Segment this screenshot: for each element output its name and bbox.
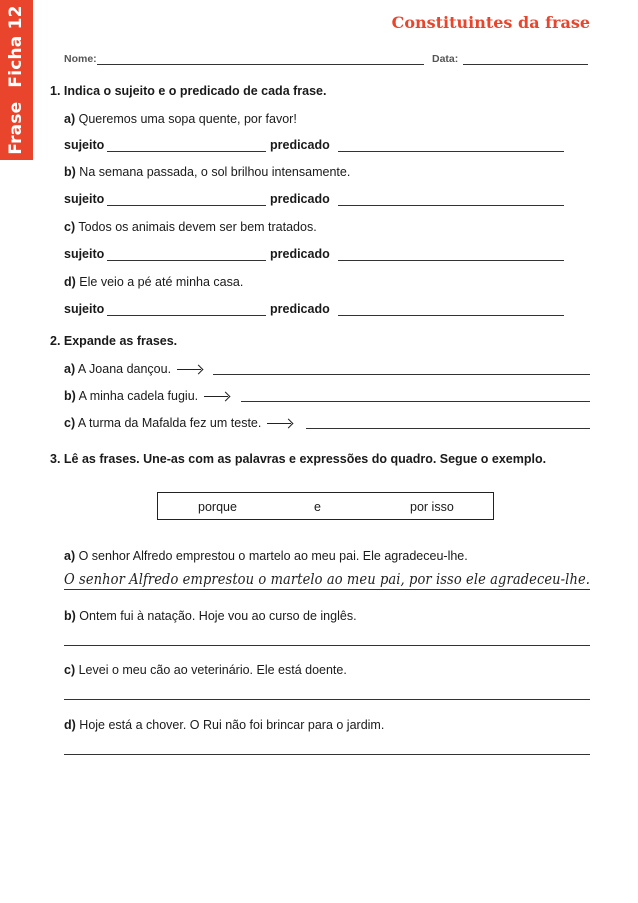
page-title: Constituintes da frase xyxy=(391,13,590,32)
arrow-right-icon xyxy=(177,369,201,370)
q1-prompt: 1. Indica o sujeito e o predicado de cada frase. xyxy=(50,84,327,98)
q2-b-answer-line[interactable] xyxy=(241,401,590,402)
q1-d-predicate-line[interactable] xyxy=(338,315,564,316)
q1-d-predicate-label: predicado xyxy=(270,302,330,316)
side-tab-label xyxy=(6,5,26,154)
q3-item-a: a) O senhor Alfredo emprestou o martelo ao meu pai. Ele agradeceu-lhe. xyxy=(64,549,468,563)
side-tab-label-frase: Frase xyxy=(6,101,26,155)
word-box xyxy=(157,492,494,520)
q3-item-b: b) Ontem fui à natação. Hoje vou ao curso de inglês. xyxy=(64,609,357,623)
q3-item-d: d) Hoje está a chover. O Rui não foi brincar para o jardim. xyxy=(64,718,385,732)
side-tab xyxy=(0,0,33,160)
q1-a-predicate-line[interactable] xyxy=(338,151,564,152)
q1-item-c: c) Todos os animais devem ser bem tratados. xyxy=(64,220,317,234)
q1-a-predicate-label: predicado xyxy=(270,138,330,152)
arrow-right-icon xyxy=(204,396,228,397)
q1-b-subject-line[interactable] xyxy=(107,205,266,206)
side-tab-label-ficha: Ficha 12 xyxy=(6,5,26,88)
q1-b-predicate-label: predicado xyxy=(270,192,330,206)
q1-item-d: d) Ele veio a pé até minha casa. xyxy=(64,275,244,289)
q1-d-subject-line[interactable] xyxy=(107,315,266,316)
word-por-isso: por isso xyxy=(410,500,454,514)
q1-item-a: a) Queremos uma sopa quente, por favor! xyxy=(64,112,297,126)
q1-c-subject-label: sujeito xyxy=(64,247,105,261)
arrow-right-icon xyxy=(267,423,291,424)
q2-item-a: a) A Joana dançou. xyxy=(64,362,201,376)
word-porque: porque xyxy=(198,500,237,514)
q3-b-answer-line[interactable] xyxy=(64,645,590,646)
name-field[interactable] xyxy=(97,64,424,65)
name-label: Nome: xyxy=(64,53,97,65)
q3-a-answer-line xyxy=(64,589,590,590)
q1-d-subject-label: sujeito xyxy=(64,302,105,316)
q1-c-predicate-line[interactable] xyxy=(338,260,564,261)
word-e: e xyxy=(314,500,321,514)
q2-c-answer-line[interactable] xyxy=(306,428,590,429)
q2-item-b: b) A minha cadela fugiu. xyxy=(64,389,228,403)
q1-a-subject-line[interactable] xyxy=(107,151,266,152)
q2-prompt: 2. Expande as frases. xyxy=(50,334,178,348)
q3-c-answer-line[interactable] xyxy=(64,699,590,700)
q3-item-c: c) Levei o meu cão ao veterinário. Ele está doente. xyxy=(64,663,347,677)
q2-a-answer-line[interactable] xyxy=(213,374,590,375)
q3-prompt: 3. Lê as frases. Une-as com as palavras e expressões do quadro. Segue o exemplo. xyxy=(50,452,547,466)
q3-d-answer-line[interactable] xyxy=(64,754,590,755)
q1-c-predicate-label: predicado xyxy=(270,247,330,261)
q3-example-answer: O senhor Alfredo emprestou o martelo ao meu pai, por isso ele agradeceu-lhe. xyxy=(64,570,591,588)
q1-item-b: b) Na semana passada, o sol brilhou intensamente. xyxy=(64,165,351,179)
date-field[interactable] xyxy=(463,64,588,65)
date-label: Data: xyxy=(432,53,459,65)
q2-item-c: c) A turma da Mafalda fez um teste. xyxy=(64,416,291,430)
q1-b-predicate-line[interactable] xyxy=(338,205,564,206)
q1-a-subject-label: sujeito xyxy=(64,138,105,152)
q1-b-subject-label: sujeito xyxy=(64,192,105,206)
q1-c-subject-line[interactable] xyxy=(107,260,266,261)
